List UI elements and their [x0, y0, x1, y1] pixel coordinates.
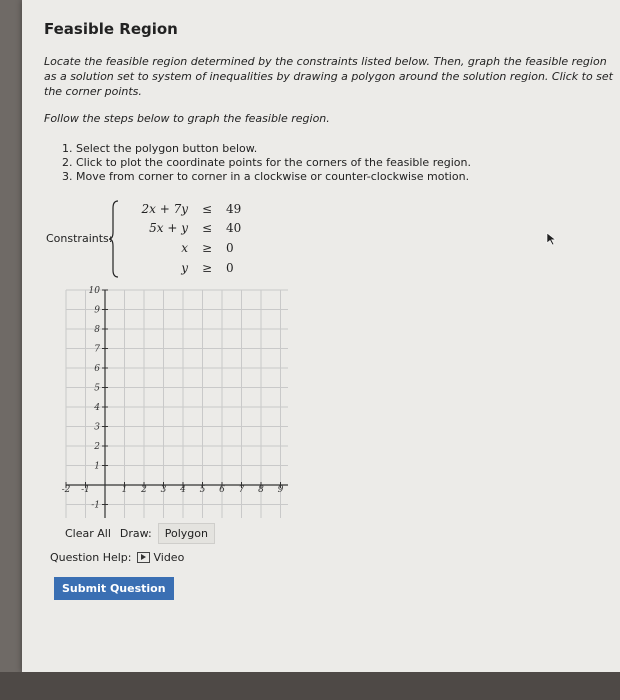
x-tick-label: 8 — [258, 485, 264, 495]
constraint-system — [108, 200, 258, 278]
y-tick-label: 8 — [94, 325, 100, 335]
draw-label: Draw: — [119, 527, 152, 540]
y-tick-label: 1 — [94, 461, 100, 472]
y-tick-label: 6 — [94, 364, 100, 374]
constraint-op: ≤ — [201, 221, 213, 235]
y-tick-label: 4 — [94, 403, 100, 413]
video-link-label: Video — [153, 551, 185, 564]
constraint-rhs: 40 — [226, 221, 242, 235]
x-tick-label: 7 — [238, 485, 245, 495]
clear-all-button[interactable]: Clear All — [62, 525, 114, 542]
constraint-rhs: 49 — [226, 202, 242, 216]
video-link[interactable] — [137, 551, 184, 564]
constraint-lhs: y — [181, 261, 188, 275]
brace-icon — [108, 200, 120, 278]
y-tick-label: 3 — [94, 422, 100, 433]
y-tick-label: 7 — [94, 344, 100, 355]
x-tick-label: 5 — [199, 485, 206, 495]
constraint-lhs: x — [181, 241, 188, 255]
constraint-rhs: 0 — [226, 241, 234, 255]
x-tick-label: 2 — [141, 485, 147, 495]
question-panel — [22, 0, 620, 672]
coordinate-graph[interactable] — [48, 286, 288, 518]
step-1: 1. Select the polygon button below. — [62, 142, 258, 155]
steps-list — [62, 142, 471, 184]
x-tick-label: 3 — [160, 485, 167, 495]
constraint-op: ≥ — [201, 261, 213, 275]
page-title: Feasible Region — [44, 20, 178, 38]
step-2: 2. Click to plot the coordinate points for the corners of the feasible region. — [62, 156, 471, 169]
graph-controls — [62, 523, 215, 544]
submit-question-button[interactable]: Submit Question — [54, 577, 174, 600]
x-tick-label: -1 — [81, 485, 90, 495]
y-tick-label: 10 — [88, 286, 100, 296]
video-play-icon — [137, 552, 150, 563]
constraint-lhs: 5x + y — [149, 221, 188, 235]
y-tick-label: 5 — [94, 383, 100, 394]
x-tick-label: -2 — [61, 485, 71, 495]
mouse-cursor-icon — [546, 232, 558, 246]
constraints-label: Constraints: — [46, 232, 113, 245]
polygon-button[interactable]: Polygon — [158, 523, 215, 544]
y-tick-label: 2 — [94, 442, 100, 452]
step-3: 3. Move from corner to corner in a clockwise or counter-clockwise motion. — [62, 170, 470, 183]
x-tick-label: 4 — [180, 485, 186, 495]
bottom-bezel — [0, 672, 620, 700]
follow-steps-text: Follow the steps below to graph the feasible region. — [44, 112, 330, 125]
constraint-op: ≤ — [201, 202, 213, 216]
instructions-text: Locate the feasible region determined by the constraints listed below. Then, graph the feasible region as a solution set to system of inequalities by drawing a polygon around the solution region. Click to set the corner points. — [44, 55, 613, 98]
y-tick-label: 9 — [94, 305, 100, 316]
constraint-rhs: 0 — [226, 261, 234, 275]
constraint-op: ≥ — [201, 241, 213, 255]
x-tick-label: 9 — [277, 485, 284, 495]
y-tick-label: -1 — [91, 500, 100, 511]
question-help-label: Question Help: — [50, 551, 132, 564]
x-tick-label: 6 — [219, 485, 225, 495]
x-tick-label: 1 — [121, 485, 128, 495]
question-help — [50, 551, 184, 564]
constraint-lhs: 2x + 7y — [141, 202, 188, 216]
